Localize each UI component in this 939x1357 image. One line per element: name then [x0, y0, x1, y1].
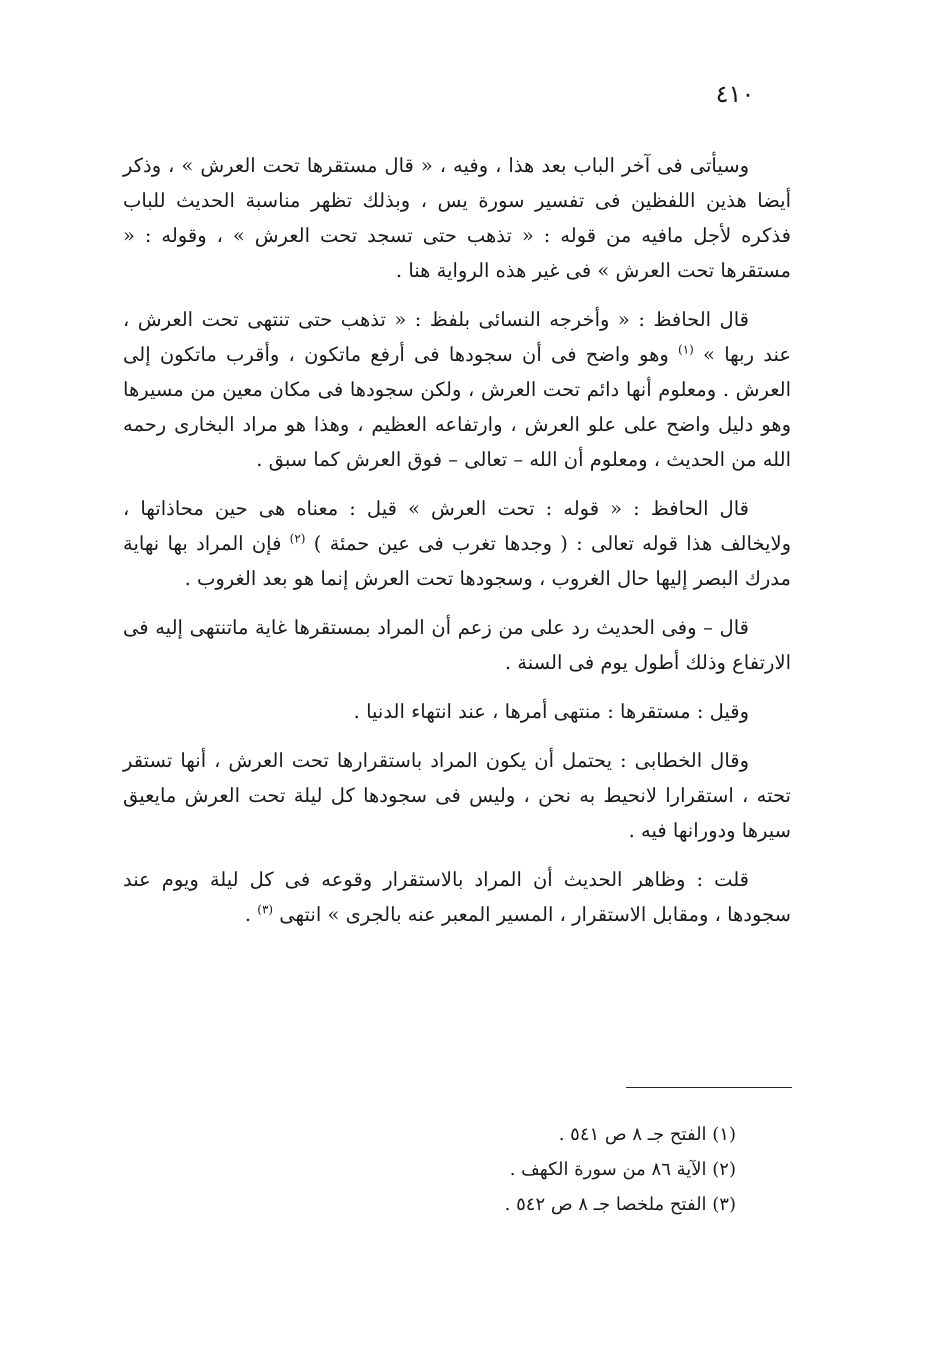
paragraph-5: وقيل : مستقرها : منتهى أمرها ، عند انتهاء الدنيا .: [353, 700, 749, 723]
footnote-3: (٣) الفتح ملخصا جـ ٨ ص ٥٤٢ .: [504, 1194, 736, 1215]
footnote-separator: [626, 1087, 792, 1088]
paragraph-3-text-before: قال الحافظ : « قوله : تحت العرش » قيل : معناه هى حين محاذاتها ، ولايخالف هذا قوله تعالى : ( وجدها تغرب فى عين حمئة ): [123, 497, 791, 555]
paragraph-7-text-before: قلت : وظاهر الحديث أن المراد بالاستقرار وقوعه فى كل ليلة ويوم عند سجودها ، ومقابل الاستقرار ، المسير المعبر عنه بالجرى » انتهى: [123, 868, 791, 926]
paragraph-2-text-after: وهو واضح فى أن سجودها فى أرفع ماتكون ، وأقرب ماتكون إلى العرش . ومعلوم أنها دائم تحت العرش ، ولكن سجودها فى مكان معين من مسيرها وهو دليل واضح على علو العرش ، وارتفاعه العظيم ، وهذا هو مراد البخارى رحمه الله من الحديث ، ومعلوم أن الله – تعالى – فوق العرش كما سبق .: [123, 343, 791, 471]
footnote-ref-1: (١): [678, 342, 694, 357]
footnote-1: (١) الفتح جـ ٨ ص ٥٤١ .: [558, 1124, 736, 1145]
paragraph-1: وسيأتى فى آخر الباب بعد هذا ، وفيه ، « قال مستقرها تحت العرش » ، وذكر أيضا هذين اللفظين فى تفسير سورة يس ، وبذلك تظهر مناسبة الحديث للباب فذكره لأجل مافيه من قوله : « تذهب حتى تسجد تحت العرش » ، وقوله : « مستقرها تحت العرش » فى غير هذه الرواية هنا .: [123, 154, 791, 282]
footnote-ref-2: (٢): [289, 531, 306, 546]
footnotes: [336, 1117, 736, 1222]
paragraph-4: قال – وفى الحديث رد على من زعم أن المراد بمستقرها غاية ماتنتهى إليه فى الارتفاع وذلك أطول يوم فى السنة .: [123, 616, 791, 674]
paragraph-2: [123, 302, 791, 477]
page-number: ٤١٠: [715, 80, 755, 108]
paragraph-7: [123, 862, 791, 932]
footnote-ref-3: (٣): [257, 902, 274, 917]
paragraph-3-text-after: فإن المراد بها نهاية مدرك البصر إليها حال الغروب ، وسجودها تحت العرش إنما هو بعد الغروب .: [123, 532, 791, 590]
paragraph-7-text-after: .: [244, 903, 258, 926]
footnote-2: (٢) الآية ٨٦ من سورة الكهف .: [509, 1159, 736, 1180]
paragraph-2-text-before: قال الحافظ : « وأخرجه النسائى بلفظ : « تذهب حتى تنتهى تحت العرش ، عند ربها »: [123, 308, 791, 366]
main-text: [123, 148, 791, 946]
paragraph-3: [123, 491, 791, 596]
paragraph-6: وقال الخطابى : يحتمل أن يكون المراد باستقرارها تحت العرش ، أنها تستقر تحته ، استقرارا لانحيط به نحن ، وليس فى سجودها كل ليلة تحت العرش مايعيق سيرها ودورانها فيه .: [123, 749, 791, 842]
